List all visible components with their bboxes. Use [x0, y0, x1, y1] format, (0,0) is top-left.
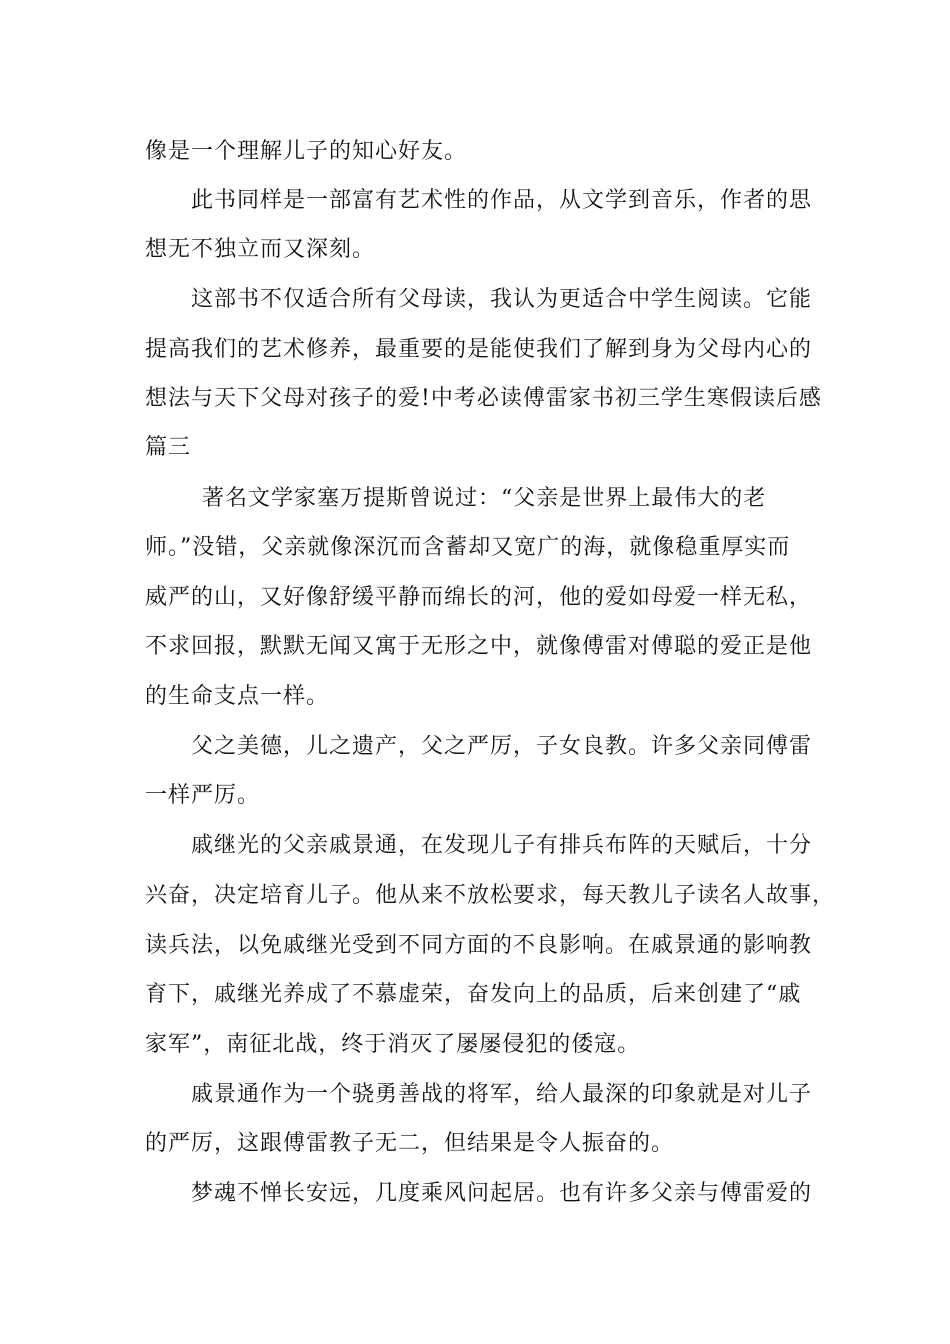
paragraph-first-line: 此书同样是一部富有艺术性的作品，从文学到音乐，作者的思 [191, 188, 813, 213]
text-line: 的生命支点一样。 [145, 684, 330, 709]
text-line: 提高我们的艺术修养，最重要的是能使我们了解到身为父母内心的 [145, 337, 813, 362]
text-line: 读兵法，以免戚继光受到不同方面的不良影响。在戚景通的影响教 [145, 933, 813, 958]
paragraph-first-line: 戚景通作为一个骁勇善战的将军，给人最深的印象就是对儿子 [191, 1082, 813, 1107]
text-line: 师。”没错，父亲就像深沉而含蓄却又宽广的海，就像稳重厚实而 [145, 535, 791, 560]
text-line: 想法与天下父母对孩子的爱!中考必读傅雷家书初三学生寒假读后感 [145, 386, 822, 411]
paragraph-first-line: 梦魂不惮长安远，几度乘风问起居。也有许多父亲与傅雷爱的 [191, 1181, 813, 1206]
paragraph-first-line: 父之美德，儿之遗产，父之严厉，子女良教。许多父亲同傅雷 [191, 734, 813, 759]
text-line: 一样严厉。 [145, 783, 261, 808]
text-line: 家军”，南征北战，终于消灭了屡屡侵犯的倭寇。 [145, 1032, 641, 1057]
text-line: 兴奋，决定培育儿子。他从来不放松要求，每天教儿子读名人故事， [145, 883, 836, 908]
text-line: 育下，戚继光养成了不慕虚荣，奋发向上的品质，后来创建了“戚 [145, 982, 802, 1007]
paragraph-first-line: 这部书不仅适合所有父母读，我认为更适合中学生阅读。它能 [191, 287, 813, 312]
section-heading: 篇三 [145, 435, 192, 460]
text-line: 的严厉，这跟傅雷教子无二，但结果是令人振奋的。 [145, 1131, 675, 1156]
text-line: 威严的山，又好像舒缓平静而绵长的河，他的爱如母爱一样无私， [145, 585, 813, 610]
text-line: 不求回报，默默无闻又寓于无形之中，就像傅雷对傅聪的爱正是他 [145, 634, 813, 659]
paragraph-first-line: 著名文学家塞万提斯曾说过：“父亲是世界上最伟大的老 [202, 486, 767, 511]
text-line: 想无不独立而又深刻。 [145, 237, 376, 262]
paragraph-first-line: 戚继光的父亲戚景通，在发现儿子有排兵布阵的天赋后，十分 [191, 833, 813, 858]
text-line: 像是一个理解儿子的知心好友。 [145, 139, 468, 164]
